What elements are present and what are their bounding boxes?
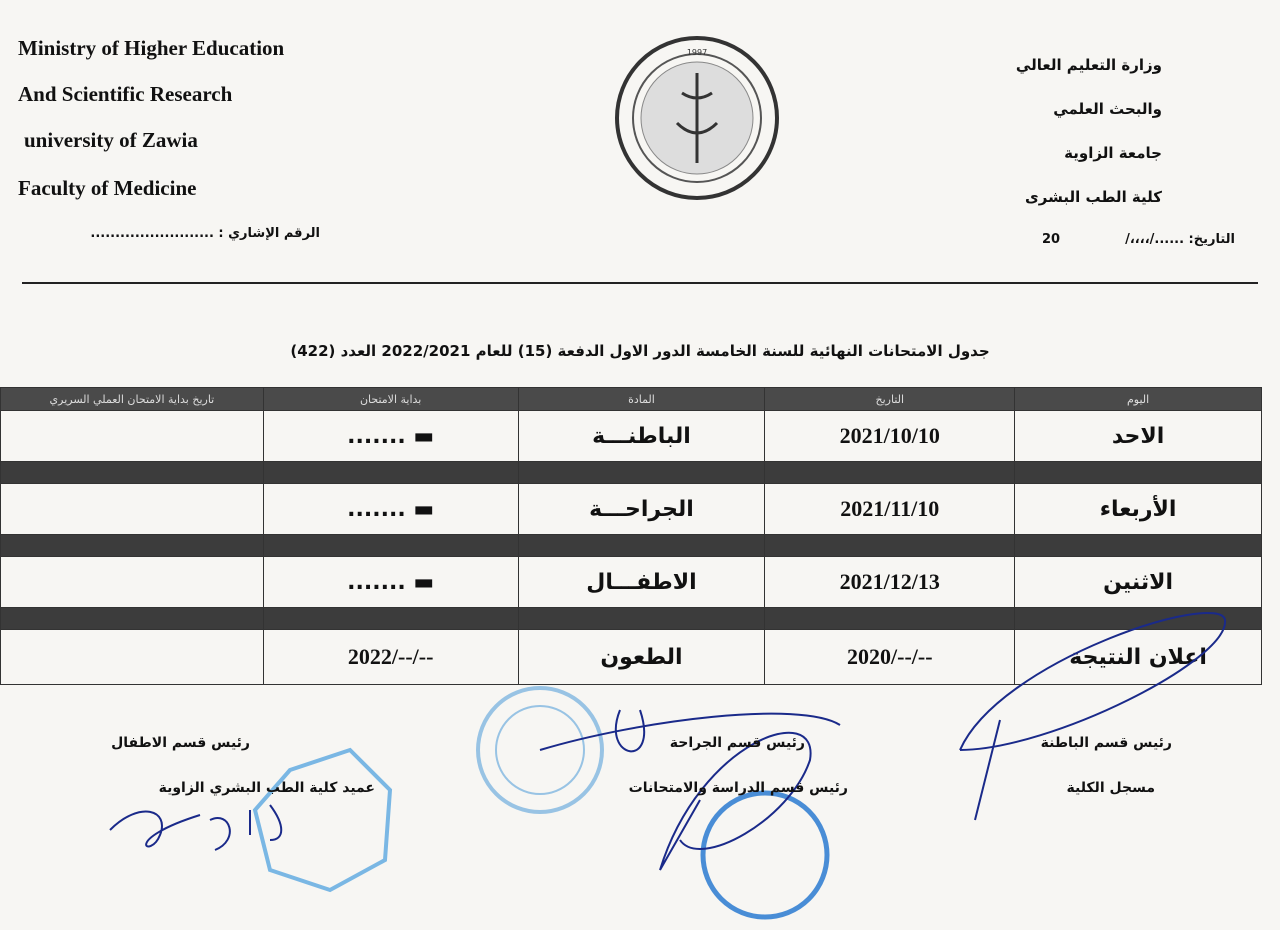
header-subject: المادة [518,388,765,411]
svg-text:1997: 1997 [686,48,708,57]
signature-registrar: مسجل الكلية [1066,780,1155,796]
header-clinical: تاريخ بداية الامتحان العملي السريري [1,388,264,411]
signature-pediatrics-head: رئيس قسم الاطفال [111,735,250,751]
university-seal-logo [612,33,782,203]
table-row: الأربعاء 2021/11/10 الجراحـــة ▬ ....... [1,484,1262,535]
separator-row [1,462,1262,484]
signature-surgery-head: رئيس قسم الجراحة [669,735,805,751]
stamps-and-signatures [0,600,1280,930]
header-divider [22,282,1258,284]
en-line-3: university of Zawia [24,128,198,152]
signature-internal-head: رئيس قسم الباطنة [1040,735,1172,751]
en-line-2: And Scientific Research [18,82,233,106]
schedule-title: جدول الامتحانات النهائية للسنة الخامسة الدور الاول الدفعة (15) للعام 2022/2021 العدد (422) [290,342,990,360]
table-row: الاثنين 2021/12/13 الاطفـــال ▬ ....... [1,557,1262,608]
signature-dean: عميد كلية الطب البشري الزاوية [158,780,375,796]
ar-line-4: كلية الطب البشرى [1024,188,1162,206]
en-line-4: Faculty of Medicine [18,176,197,200]
reference-number: الرقم الإشاري : ......................... [90,226,320,241]
signature-studies-head: رئيس قسم الدراسة والامتحانات [628,780,848,796]
ar-line-2: والبحث العلمي [1053,100,1162,118]
header-date: التاريخ [765,388,1015,411]
date-year: 20 [1042,232,1061,247]
en-line-1: Ministry of Higher Education [18,36,285,60]
table-row: اعلان النتيجة --/--/2020 الطعون --/--/2022 [1,630,1262,685]
header-start: بداية الامتحان [263,388,518,411]
table-row: الاحد 2021/10/10 الباطنـــة ▬ ....... [1,411,1262,462]
date-label: التاريخ: ....../،،،،/ [1125,232,1235,247]
ar-line-3: جامعة الزاوية [1064,144,1162,162]
faculty-stamp [703,793,827,917]
separator-row [1,535,1262,557]
table-header-row [1,388,1262,411]
header-day: اليوم [1015,388,1262,411]
ar-line-1: وزارة التعليم العالي [1015,56,1162,74]
dean-stamp [255,750,390,890]
